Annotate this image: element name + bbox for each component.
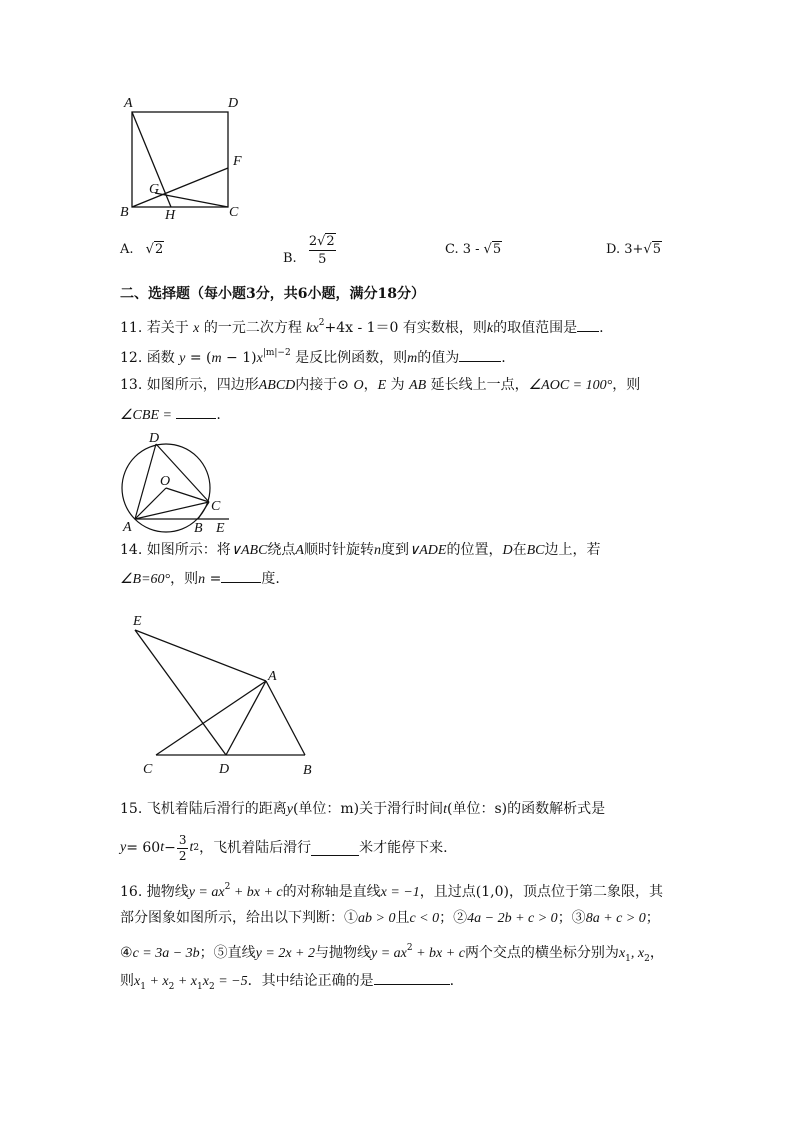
question-13-line2: ∠CBE = .	[120, 404, 221, 426]
answer-blank-13[interactable]	[176, 404, 216, 419]
question-16-line4: 则$x_1 + x_2 + x_1x_2 = -5$．其中结论正确的是 .	[120, 970, 454, 997]
rotation-figure	[125, 608, 335, 780]
label-D: D	[149, 431, 160, 446]
answer-blank-11[interactable]	[577, 317, 599, 332]
option-d[interactable]: D. 3+√5	[606, 242, 661, 257]
question-12: 12. 函数 $y = (m - 1)x^{|m|-2}$ 是反比例函数，则m的值为 .	[120, 348, 506, 366]
label-E: E	[216, 521, 225, 536]
label-C: C	[143, 762, 153, 777]
question-11: 11. 若关于 x 的一元二次方程 $kx^2+4x - 1=0$ 有实数根，则k的取值范围是 .	[120, 318, 604, 336]
label-F: F	[233, 154, 242, 169]
option-a[interactable]: A. √2	[120, 242, 164, 257]
label-C: C	[211, 499, 221, 514]
answer-blank-16[interactable]	[374, 970, 450, 985]
section-title: 二、选择题（每小题3分，共6小题，满分18分）	[120, 286, 425, 302]
answer-blank-14[interactable]	[221, 568, 261, 583]
label-A: A	[124, 96, 133, 111]
question-15-line2: y = 60 t − $\frac{3}{2}$ t 2 ，飞机着陆后滑行 米才能停下来.	[120, 832, 448, 863]
label-D: D	[228, 96, 239, 111]
option-b[interactable]: B. $\frac{2√2}{5}$	[283, 234, 335, 267]
question-14: 14. 如图所示：将∨ABC绕点A顺时针旋转n度到∨ADE的位置，D在BC边上，若	[120, 542, 601, 558]
question-14-line2: ∠B=60°，则n = 度.	[120, 568, 280, 590]
label-B: B	[303, 763, 312, 778]
option-c[interactable]: C. 3 - √5	[445, 242, 502, 257]
square-figure	[115, 92, 255, 222]
answer-blank-12[interactable]	[459, 347, 501, 362]
question-13: 13. 如图所示，四边形ABCD内接于⊙ O，E 为 AB 延长线上一点，∠AOC = 100°，则	[120, 377, 641, 393]
label-A: A	[268, 669, 277, 684]
question-16-line2: 部分图象如图所示，给出以下判断：①ab > 0且c < 0；②4a − 2b + c > 0；③8a + c > 0；	[120, 910, 660, 926]
question-16: 16. 抛物线$y = ax^2$ + bx + c的对称轴是直线x = −1，且过点(1,0)，顶点位于第二象限，其	[120, 882, 663, 900]
question-16-line3: ④c = 3a − 3b；⑤直线y = 2x + 2与抛物线$y = ax^2$ + bx + c两个交点的横坐标分别为$x_1$, $x_2$，	[120, 943, 664, 964]
label-A: A	[123, 520, 132, 535]
label-H: H	[165, 208, 176, 222]
label-O: O	[160, 474, 171, 489]
answer-blank-15[interactable]	[311, 841, 359, 856]
label-B: B	[194, 521, 203, 536]
circle-figure	[115, 428, 245, 536]
label-C: C	[229, 205, 239, 220]
label-G: G	[149, 182, 160, 197]
label-D: D	[219, 762, 230, 777]
question-15: 15. 飞机着陆后滑行的距离y(单位：m)关于滑行时间t(单位：s)的函数解析式是	[120, 801, 606, 817]
label-B: B	[120, 205, 129, 220]
label-E: E	[133, 614, 142, 629]
